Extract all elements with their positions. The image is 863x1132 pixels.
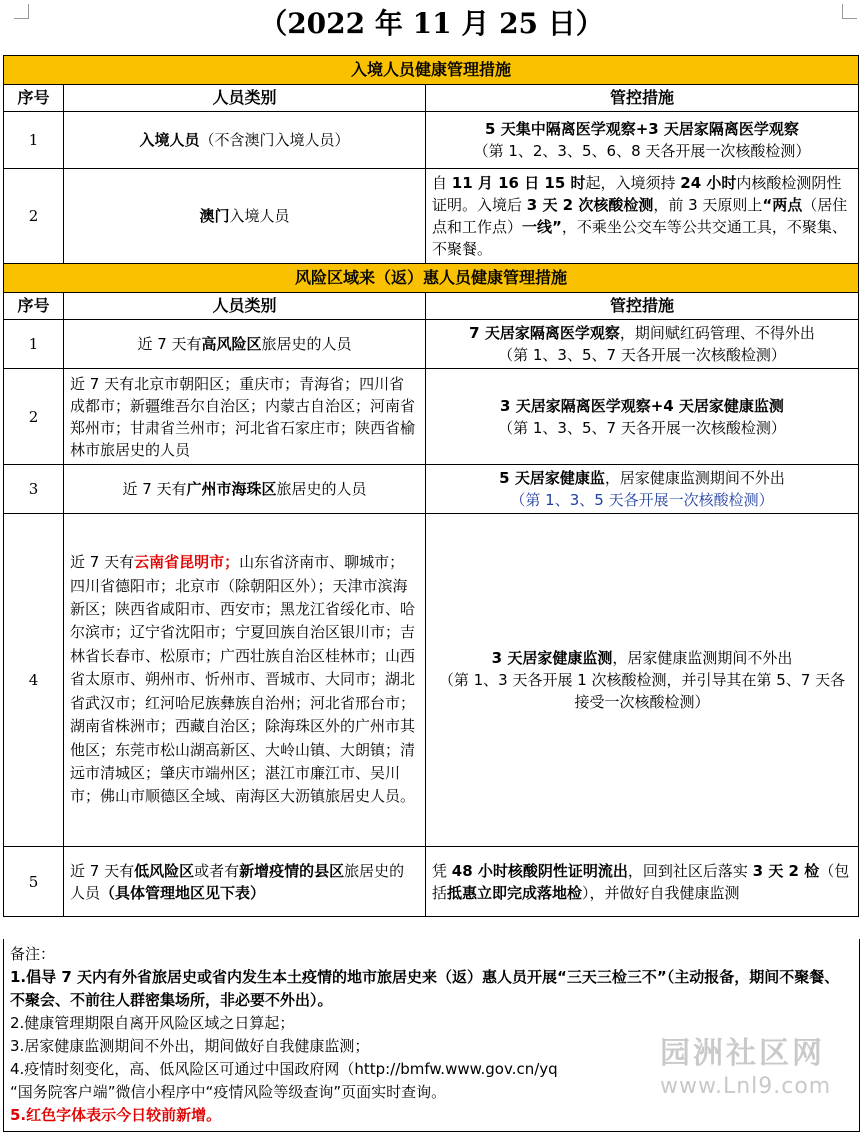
table-row: [4, 320, 859, 369]
table-row: [4, 847, 859, 917]
row-no: 1: [4, 320, 64, 369]
row-category: 近 7 天有高风险区旅居史的人员: [64, 320, 426, 369]
col-header-no: 序号: [4, 85, 64, 112]
col-header-category: 人员类别: [64, 85, 426, 112]
col-header-category: 人员类别: [64, 293, 426, 320]
table-row: [4, 369, 859, 465]
col-header-measure: 管控措施: [426, 293, 859, 320]
table-row: [4, 169, 859, 264]
notes-label: 备注：: [10, 945, 56, 963]
row-no: 3: [4, 465, 64, 514]
section2-heading: 风险区域来（返）惠人员健康管理措施: [4, 264, 859, 293]
row-measure: 凭 48 小时核酸阴性证明流出，回到社区后落实 3 天 2 检（包括抵惠立即完成落地检），并做好自我健康监测: [426, 847, 859, 917]
row-no: 2: [4, 169, 64, 264]
row-category: 近 7 天有低风险区或者有新增疫情的县区旅居史的人员（具体管理地区见下表）: [64, 847, 426, 917]
table-header-row: [4, 293, 859, 320]
row-measure: 5 天集中隔离医学观察+3 天居家隔离医学观察 （第 1、2、3、5、6、8 天各开展一次核酸检测）: [426, 112, 859, 169]
section1-heading: 入境人员健康管理措施: [4, 56, 859, 85]
row-category: 入境人员（不含澳门入境人员）: [64, 112, 426, 169]
note-5: 5.红色字体表示今日较前新增。: [10, 1106, 222, 1124]
row-measure: 7 天居家隔离医学观察，期间赋红码管理、不得外出 （第 1、3、5、7 天各开展一次核酸检测）: [426, 320, 859, 369]
row-category: 近 7 天有北京市朝阳区；重庆市；青海省；四川省成都市；新疆维吾尔自治区；内蒙古自治区；河南省郑州市；甘肃省兰州市；河北省石家庄市；陕西省榆林市旅居史的人员: [64, 369, 426, 465]
row-category: 近 7 天有广州市海珠区旅居史的人员: [64, 465, 426, 514]
row-measure: 5 天居家健康监，居家健康监测期间不外出 （第 1、3、5 天各开展一次核酸检测）: [426, 465, 859, 514]
row-no: 2: [4, 369, 64, 465]
watermark-site: www.Lnl9.com: [660, 1074, 832, 1099]
section-heading-row: [4, 264, 859, 293]
watermark: [660, 1028, 860, 1099]
row-no: 4: [4, 514, 64, 847]
col-header-no: 序号: [4, 293, 64, 320]
note-2: 2.健康管理期限自离开风险区域之日算起；: [10, 1014, 295, 1032]
measures-table: [3, 55, 859, 917]
row-measure: 3 天居家隔离医学观察+4 天居家健康监测 （第 1、3、5、7 天各开展一次核酸检测）: [426, 369, 859, 465]
row-measure: 自 11 月 16 日 15 时起，入境须持 24 小时内核酸检测阴性证明。入境后 3 天 2 次核酸检测，前 3 天原则上“两点（居住点和工作点）一线”，不乘坐公交车等公共交通工具，不聚集、不聚餐。: [426, 169, 859, 264]
note-4: 4.疫情时刻变化，高、低风险区可通过中国政府网（http://bmfw.www.gov.cn/yq: [10, 1060, 558, 1078]
table-row: [4, 112, 859, 169]
row-category: 澳门入境人员: [64, 169, 426, 264]
new-region-highlight: 云南省昆明市；: [134, 553, 240, 572]
row-no: 1: [4, 112, 64, 169]
table-row: [4, 514, 859, 847]
note-4-continued: “国务院客户端”微信小程序中“疫情风险等级查询”页面实时查询。: [10, 1083, 447, 1101]
page-title: （2022 年 11 月 25 日）: [259, 7, 604, 40]
row-no: 5: [4, 847, 64, 917]
note-3: 3.居家健康监测期间不外出，期间做好自我健康监测；: [10, 1037, 370, 1055]
note-1: 1.倡导 7 天内有外省旅居史或省内发生本土疫情的地市旅居史来（返）惠人员开展“三天三检三不”（主动报备，期间不聚餐、不聚会、不前往人群密集场所，非必要不外出）。: [10, 968, 840, 1009]
watermark-name: 园洲社区网: [660, 1036, 825, 1071]
col-header-measure: 管控措施: [426, 85, 859, 112]
row-category: 近 7 天有云南省昆明市；山东省济南市、聊城市；四川省德阳市；北京市（除朝阳区外）；天津市滨海新区；陕西省咸阳市、西安市；黑龙江省绥化市、哈尔滨市；辽宁省沈阳市；宁夏回族自治区银川市；吉林省长春市、松原市；广西壮族自治区桂林市；山西省太原市、朔州市、忻州市、晋城市、大同市；湖北省武汉市；红河哈尼族彝族自治州；河北省邢台市；湖南省株洲市；西藏自治区；除海珠区外的广州市其他区；东莞市松山湖高新区、大岭山镇、大朗镇；清远市清城区；肇庆市端州区；湛江市廉江市、吴川市；佛山市顺德区全域、南海区大沥镇旅居史人员。: [64, 514, 426, 847]
row-measure: 3 天居家健康监测，居家健康监测期间不外出 （第 1、3 天各开展 1 次核酸检测，并引导其在第 5、7 天各接受一次核酸检测）: [426, 514, 859, 847]
section-heading-row: [4, 56, 859, 85]
table-row: [4, 465, 859, 514]
table-header-row: [4, 85, 859, 112]
